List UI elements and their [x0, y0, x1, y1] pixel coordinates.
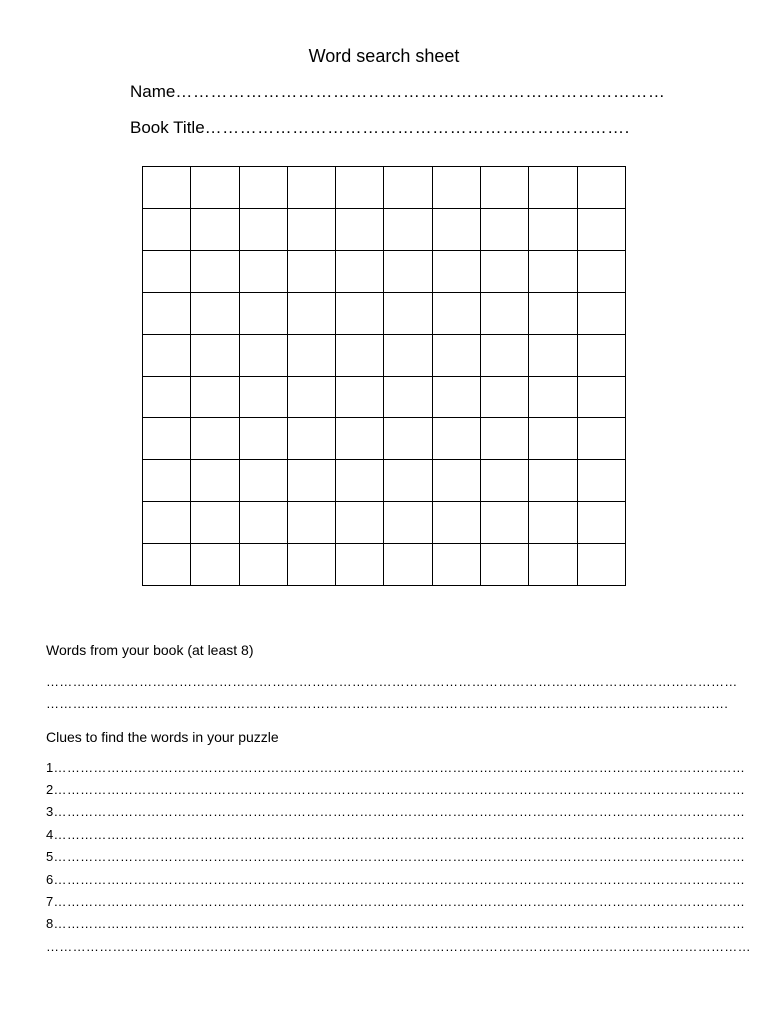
grid-cell[interactable]: [288, 502, 336, 544]
grid-cell[interactable]: [336, 460, 384, 502]
grid-cell[interactable]: [240, 251, 288, 293]
grid-cell[interactable]: [191, 209, 239, 251]
grid-cell[interactable]: [481, 167, 529, 209]
grid-cell[interactable]: [433, 251, 481, 293]
grid-cell[interactable]: [336, 209, 384, 251]
grid-cell[interactable]: [143, 293, 191, 335]
grid-cell[interactable]: [240, 502, 288, 544]
grid-cell[interactable]: [288, 251, 336, 293]
grid-cell[interactable]: [578, 502, 626, 544]
grid-cell[interactable]: [529, 293, 577, 335]
grid-cell[interactable]: [288, 167, 336, 209]
grid-cell[interactable]: [191, 377, 239, 419]
grid-cell[interactable]: [384, 251, 432, 293]
grid-cell[interactable]: [578, 209, 626, 251]
name-label: Name: [130, 82, 176, 101]
grid-cell[interactable]: [288, 293, 336, 335]
grid-cell[interactable]: [433, 460, 481, 502]
grid-cell[interactable]: [384, 460, 432, 502]
grid-cell[interactable]: [529, 335, 577, 377]
clue-line-6[interactable]: 6…………………………………………………………………………………………………………………………………………: [46, 872, 746, 887]
grid-cell[interactable]: [481, 251, 529, 293]
grid-cell[interactable]: [433, 377, 481, 419]
grid-cell[interactable]: [336, 335, 384, 377]
grid-cell[interactable]: [240, 418, 288, 460]
grid-cell[interactable]: [143, 251, 191, 293]
grid-cell[interactable]: [288, 335, 336, 377]
grid-cell[interactable]: [578, 544, 626, 586]
grid-cell[interactable]: [481, 335, 529, 377]
grid-cell[interactable]: [481, 460, 529, 502]
grid-cell[interactable]: [143, 418, 191, 460]
grid-cell[interactable]: [240, 544, 288, 586]
grid-cell[interactable]: [529, 460, 577, 502]
grid-cell[interactable]: [143, 335, 191, 377]
grid-cell[interactable]: [143, 460, 191, 502]
words-heading: Words from your book (at least 8): [46, 642, 254, 658]
book-title-field[interactable]: [130, 116, 630, 140]
grid-cell[interactable]: [481, 502, 529, 544]
grid-cell[interactable]: [191, 418, 239, 460]
grid-cell[interactable]: [191, 335, 239, 377]
book-title-dots: ……………………………………………………………….: [204, 118, 630, 137]
grid-cell[interactable]: [384, 293, 432, 335]
clue-line-5[interactable]: 5…………………………………………………………………………………………………………………………………………: [46, 849, 746, 864]
clue-line-2[interactable]: 2…………………………………………………………………………………………………………………………………………: [46, 782, 746, 797]
grid-cell[interactable]: [336, 293, 384, 335]
grid-cell[interactable]: [481, 418, 529, 460]
grid-cell[interactable]: [384, 377, 432, 419]
name-dots: …………………………………………………………………………: [175, 82, 666, 101]
grid-cell[interactable]: [336, 377, 384, 419]
grid-cell[interactable]: [143, 377, 191, 419]
grid-cell[interactable]: [288, 377, 336, 419]
clue-line-7[interactable]: 7…………………………………………………………………………………………………………………………………………: [46, 894, 746, 909]
grid-cell[interactable]: [240, 293, 288, 335]
words-line-2[interactable]: ……………………………………………………………………………………………………………………………………….: [46, 696, 729, 711]
grid-cell[interactable]: [578, 335, 626, 377]
grid-cell[interactable]: [288, 418, 336, 460]
grid-cell[interactable]: [529, 251, 577, 293]
grid-cell[interactable]: [578, 377, 626, 419]
grid-cell[interactable]: [336, 502, 384, 544]
name-field[interactable]: [130, 80, 666, 104]
grid-cell[interactable]: [529, 418, 577, 460]
grid-cell[interactable]: [143, 544, 191, 586]
grid-cell[interactable]: [143, 502, 191, 544]
grid-cell[interactable]: [433, 502, 481, 544]
grid-cell[interactable]: [143, 167, 191, 209]
grid-cell[interactable]: [529, 377, 577, 419]
grid-cell[interactable]: [433, 335, 481, 377]
grid-cell[interactable]: [433, 167, 481, 209]
grid-cell[interactable]: [578, 460, 626, 502]
clue-line-extra[interactable]: ……………………………………………………………………………………………………………………………………………: [46, 939, 751, 954]
grid-cell[interactable]: [384, 418, 432, 460]
grid-cell[interactable]: [433, 209, 481, 251]
grid-cell[interactable]: [578, 167, 626, 209]
grid-cell[interactable]: [481, 293, 529, 335]
grid-cell[interactable]: [578, 251, 626, 293]
grid-cell[interactable]: [336, 418, 384, 460]
grid-cell[interactable]: [336, 251, 384, 293]
grid-cell[interactable]: [240, 460, 288, 502]
grid-cell[interactable]: [433, 418, 481, 460]
clue-line-1[interactable]: 1…………………………………………………………………………………………………………………………………………: [46, 760, 746, 775]
grid-cell[interactable]: [240, 377, 288, 419]
grid-cell[interactable]: [433, 544, 481, 586]
grid-cell[interactable]: [384, 167, 432, 209]
grid-cell[interactable]: [288, 544, 336, 586]
clue-line-8[interactable]: 8…………………………………………………………………………………………………………………………………………: [46, 916, 746, 931]
word-search-grid: [142, 166, 626, 586]
grid-cell[interactable]: [240, 167, 288, 209]
grid-cell[interactable]: [191, 544, 239, 586]
clue-line-4[interactable]: 4…………………………………………………………………………………………………………………………………………: [46, 827, 746, 842]
grid-cell[interactable]: [481, 209, 529, 251]
grid-cell[interactable]: [384, 502, 432, 544]
grid-cell[interactable]: [191, 293, 239, 335]
page-title: Word search sheet: [308, 46, 460, 66]
grid-cell[interactable]: [191, 502, 239, 544]
grid-cell[interactable]: [481, 544, 529, 586]
clue-line-3[interactable]: 3…………………………………………………………………………………………………………………………………………: [46, 804, 746, 819]
grid-cell[interactable]: [578, 293, 626, 335]
words-line-1[interactable]: …………………………………………………………………………………………………………………………………………: [46, 674, 738, 689]
grid-cell[interactable]: [481, 377, 529, 419]
grid-cell[interactable]: [191, 251, 239, 293]
grid-cell[interactable]: [143, 209, 191, 251]
grid-cell[interactable]: [433, 293, 481, 335]
grid-cell[interactable]: [529, 544, 577, 586]
grid-cell[interactable]: [288, 209, 336, 251]
grid-cell[interactable]: [191, 460, 239, 502]
book-title-label: Book Title: [130, 118, 205, 137]
grid-cell[interactable]: [384, 335, 432, 377]
grid-cell[interactable]: [240, 209, 288, 251]
grid-cell[interactable]: [529, 167, 577, 209]
grid-cell[interactable]: [336, 544, 384, 586]
grid-cell[interactable]: [288, 460, 336, 502]
grid-cell[interactable]: [384, 209, 432, 251]
grid-cell[interactable]: [578, 418, 626, 460]
grid-cell[interactable]: [191, 167, 239, 209]
grid-cell[interactable]: [529, 209, 577, 251]
grid-cell[interactable]: [384, 544, 432, 586]
clues-heading: Clues to find the words in your puzzle: [46, 729, 279, 745]
grid-cell[interactable]: [336, 167, 384, 209]
grid-cell[interactable]: [240, 335, 288, 377]
grid-cell[interactable]: [529, 502, 577, 544]
